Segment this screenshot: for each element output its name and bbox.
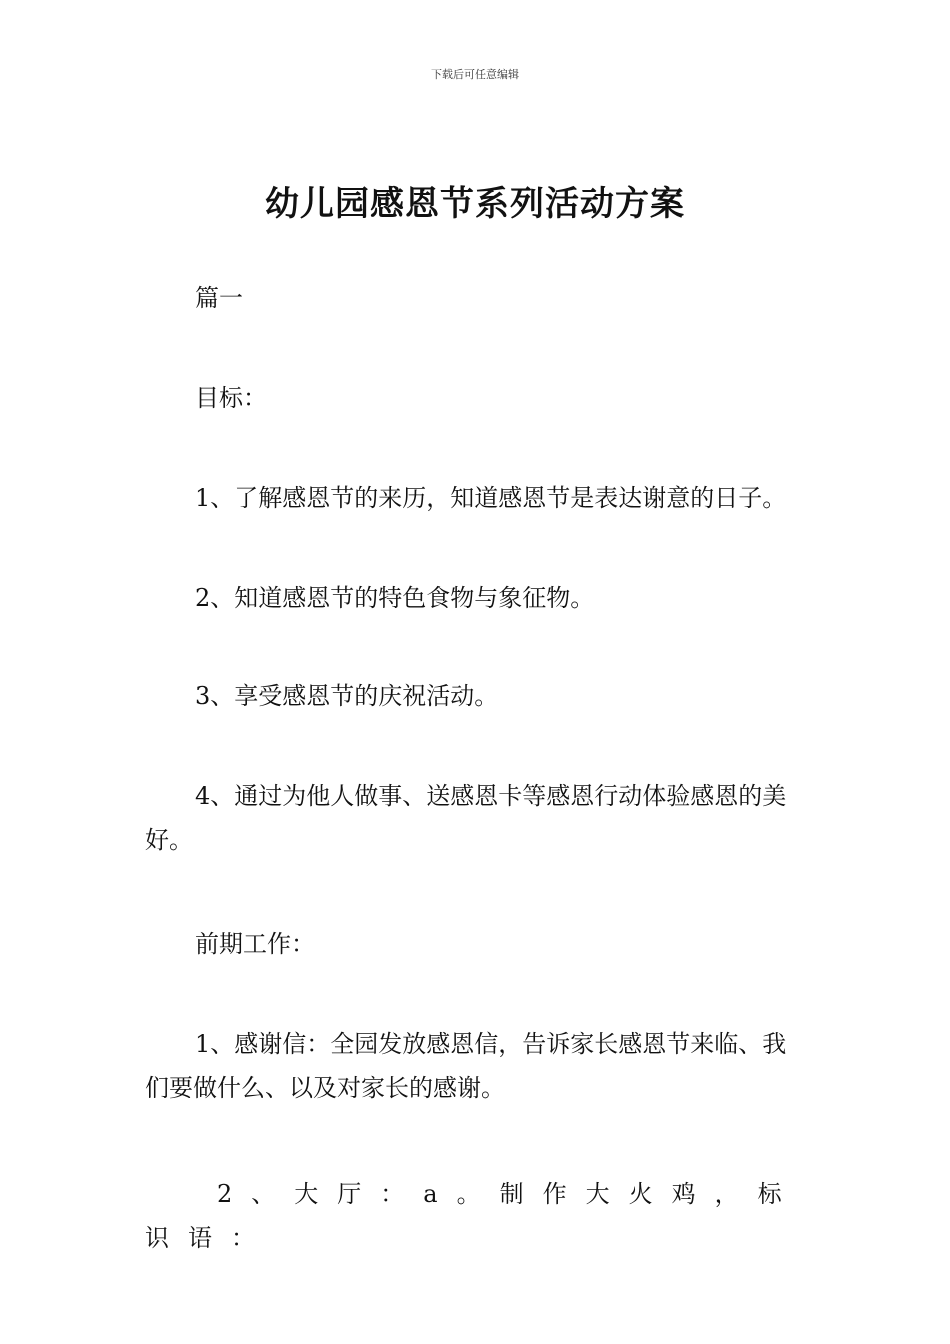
- paragraph-goal-2: 2、知道感恩节的特色食物与象征物。: [195, 584, 595, 612]
- paragraph-goal-4: 4、通过为他人做事、送感恩卡等感恩行动体验感恩的美好。: [145, 782, 787, 854]
- paragraph-goal-3: 3、享受感恩节的庆祝活动。: [195, 682, 499, 710]
- paragraph-goal-1: 1、了解感恩节的来历，知道感恩节是表达谢意的日子。: [195, 484, 787, 512]
- header-note: 下载后可任意编辑: [431, 68, 519, 81]
- paragraph-prep-heading: 前期工作：: [195, 930, 315, 958]
- paragraph-prep-1: 1、感谢信：全园发放感恩信，告诉家长感恩节来临、我们要做什么、以及对家长的感谢。: [145, 1030, 787, 1102]
- document-title: 幼儿园感恩节系列活动方案: [265, 184, 685, 224]
- paragraph-prep-2: 2、大厅：a。制作大火鸡，标识语：: [145, 1180, 801, 1252]
- paragraph-section-heading: 篇一: [195, 284, 243, 312]
- paragraph-goals-heading: 目标：: [195, 384, 267, 412]
